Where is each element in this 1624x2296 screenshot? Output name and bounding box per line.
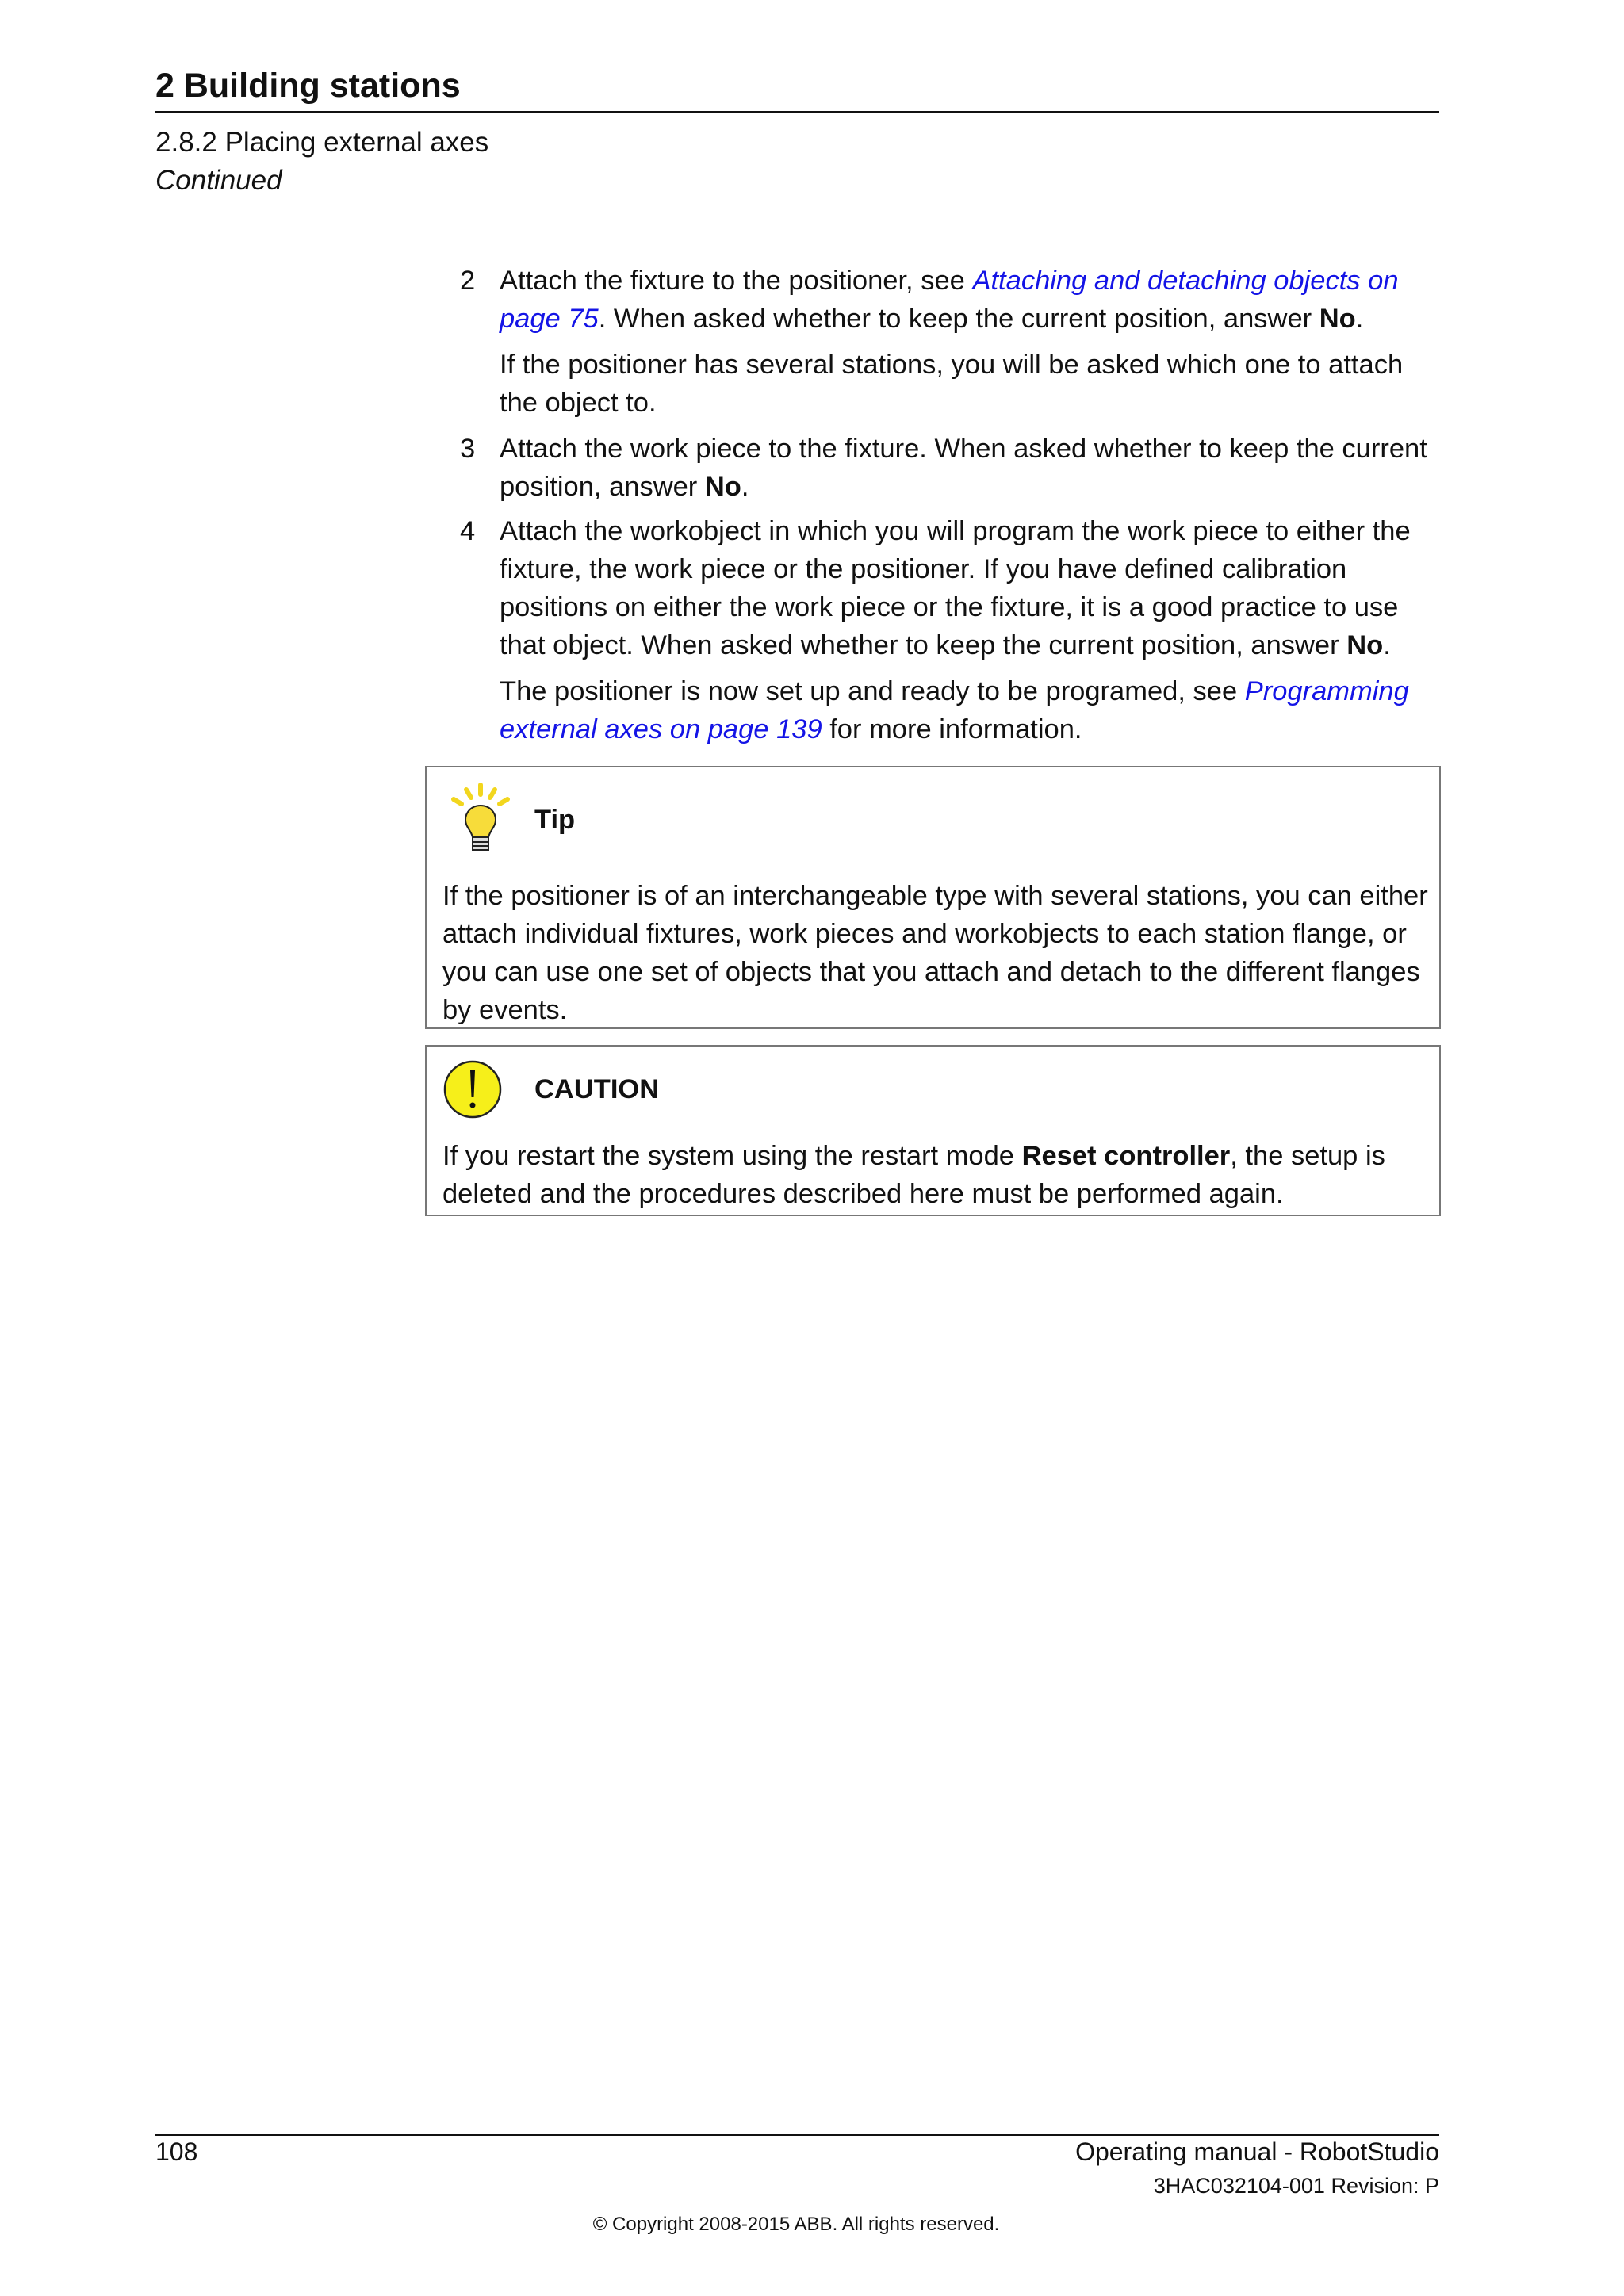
step-3 (460, 430, 1443, 514)
step-text: for more information. (822, 714, 1082, 744)
manual-title: Operating manual - RobotStudio (1075, 2137, 1439, 2166)
lightbulb-icon (447, 782, 514, 858)
step-text: . When asked whether to keep the current position, answer (598, 304, 1320, 334)
step-text: . (741, 472, 749, 502)
step-text: Attach the work piece to the fixture. When asked whether to keep the current position, answer (500, 434, 1427, 502)
answer-no: No (704, 472, 741, 502)
step-number: 4 (460, 516, 476, 546)
step-4 (460, 512, 1443, 756)
tip-text: If the positioner is of an interchangeable type with several stations, you can either attach individual fixtures, work pieces and workobjects to each station flange, or you can use one set of objects that you attach and detach to the different flanges by events. (442, 881, 1428, 1025)
reset-controller-term: Reset controller (1021, 1141, 1231, 1171)
link-programming-external-axes[interactable]: Programming external axes on page 139 (500, 676, 1409, 744)
link-attaching-objects[interactable]: Attaching and detaching objects on page 75 (500, 266, 1399, 334)
caution-text: If you restart the system using the restart mode Reset controller, the setup is deleted and the procedures described here must be performed again. (442, 1141, 1385, 1209)
step-number: 3 (460, 434, 476, 464)
document-revision: 3HAC032104-001 Revision: P (1153, 2174, 1439, 2198)
exclamation-icon (442, 1059, 503, 1119)
tip-box (425, 766, 1441, 1029)
step-note: If the positioner has several stations, you will be asked which one to attach the object to. (500, 350, 1404, 418)
step-text: Attach the fixture to the positioner, see (500, 266, 973, 296)
page-number: 108 (155, 2137, 198, 2166)
header-rule (155, 111, 1439, 113)
step-number: 2 (460, 266, 476, 296)
answer-no: No (1319, 304, 1356, 334)
tip-title: Tip (534, 805, 576, 835)
step-text: The positioner is now set up and ready to be programed, see (500, 676, 1245, 706)
footer-rule (155, 2134, 1439, 2136)
continued-label: Continued (155, 165, 282, 196)
chapter-heading: 2 Building stations (155, 67, 461, 105)
copyright: © Copyright 2008-2015 ABB. All rights reserved. (592, 2214, 1000, 2235)
caution-title: CAUTION (534, 1074, 660, 1104)
step-text: Attach the workobject in which you will program the work piece to either the fixture, the work piece or the positioner. If you have defined calibration positions on either the work piece or the fixture, it is a good practice to use that object. When asked whether to keep the current position, answer (500, 516, 1411, 660)
step-text: . (1383, 630, 1391, 660)
section-title: 2.8.2 Placing external axes (155, 127, 489, 158)
step-text: . (1355, 304, 1364, 334)
answer-no: No (1346, 630, 1384, 660)
caution-box (425, 1045, 1441, 1216)
step-2 (460, 262, 1443, 430)
